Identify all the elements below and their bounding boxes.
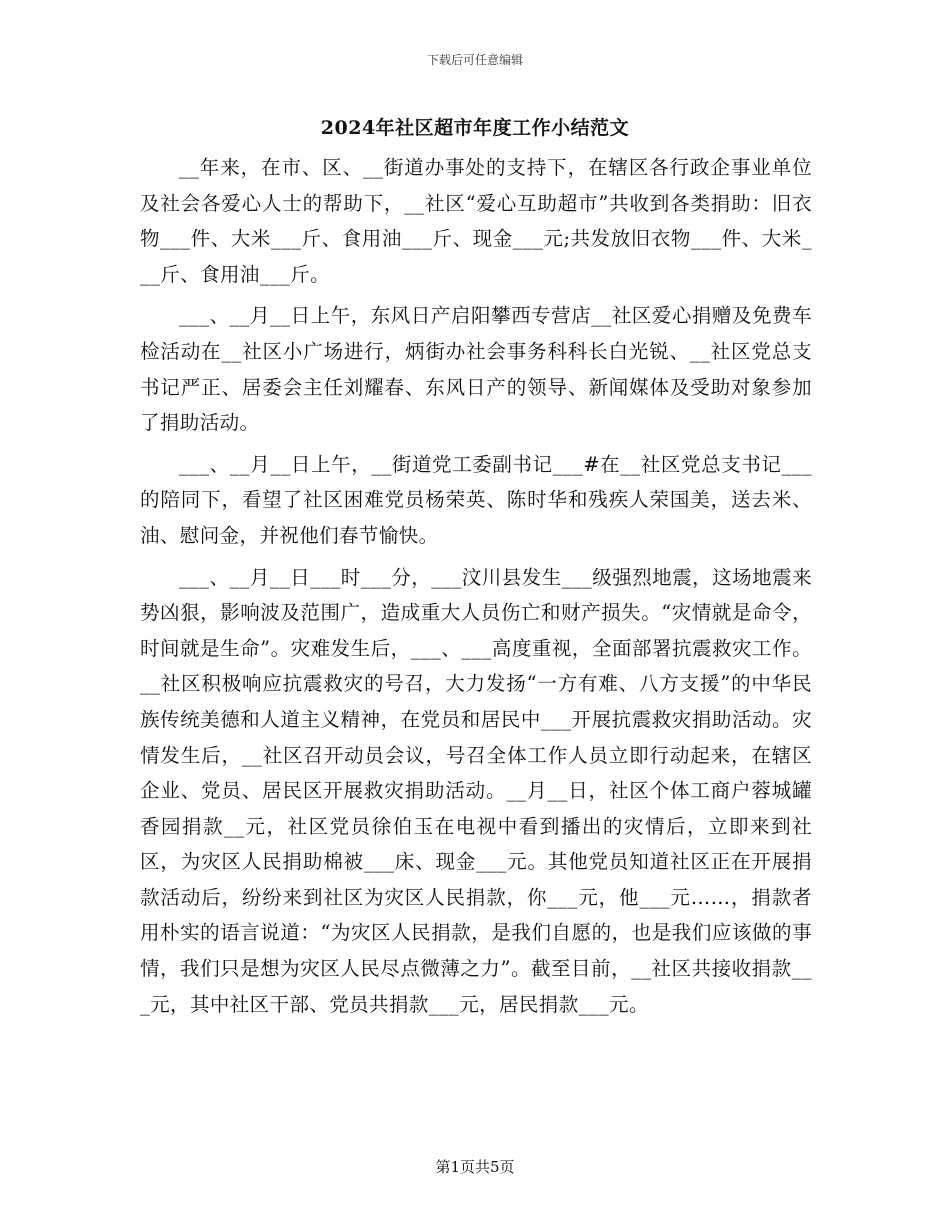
page-number: 第1页共5页 (435, 1158, 515, 1176)
paragraph-1: __年来，在市、区、__街道办事处的支持下，在辖区各行政企事业单位及社会各爱心人士的帮助下，__社区“爱心互助超市”共收到各类捐助：旧衣物___件、大米___斤、食用油___斤、现金___元;共发放旧衣物___件、大米___斤、食用油___斤。 (140, 156, 812, 286)
document-body (140, 150, 812, 1028)
page-header-note: 下载后可任意编辑 (426, 53, 523, 67)
paragraph-2: ___、__月__日上午，东风日产启阳攀西专营店__社区爱心捐赠及免费车检活动在__社区小广场进行，炳街办社会事务科科长白光锐、__社区党总支书记严正、居委会主任刘耀春、东风日产的领导、新闻媒体及受助对象参加了捐助活动。 (140, 304, 812, 435)
document-title: 2024年社区超市年度工作小结范文 (320, 117, 630, 139)
paragraph-3: ___、__月__日上午，__街道党工委副书记___#在__社区党总支书记___的陪同下，看望了社区困难党员杨荣英、陈时华和残疾人荣国美，送去米、油、慰问金，并祝他们春节愉快。 (140, 452, 812, 547)
paragraph-4: ___、__月__日___时___分，___汶川县发生___级强烈地震，这场地震来势凶狠，影响波及范围广，造成重大人员伤亡和财产损失。“灾情就是命令，时间就是生命”。灾难发生后，___、___高度重视，全面部署抗震救灾工作。__社区积极响应抗震救灾的号召，大力发扬“一方有难、八方支援”的中华民族传统美德和人道主义精神，在党员和居民中___开展抗震救灾捐助活动。灾情发生后，__社区召开动员会议，号召全体工作人员立即行动起来，在辖区企业、党员、居民区开展救灾捐助活动。__月__日，社区个体工商户蓉城罐香园捐款__元，社区党员徐伯玉在电视中看到播出的灾情后，立即来到社区，为灾区人民捐助棉被___床、现金___元。其他党员知道社区正在开展捐款活动后，纷纷来到社区为灾区人民捐款，你___元，他___元……，捐款者用朴实的语言说道：“为灾区人民捐款，是我们自愿的，也是我们应该做的事情，我们只是想为灾区人民尽点微薄之力”。截至目前，__社区共接收捐款___元，其中社区干部、党员共捐款___元，居民捐款___元。 (140, 565, 812, 1016)
